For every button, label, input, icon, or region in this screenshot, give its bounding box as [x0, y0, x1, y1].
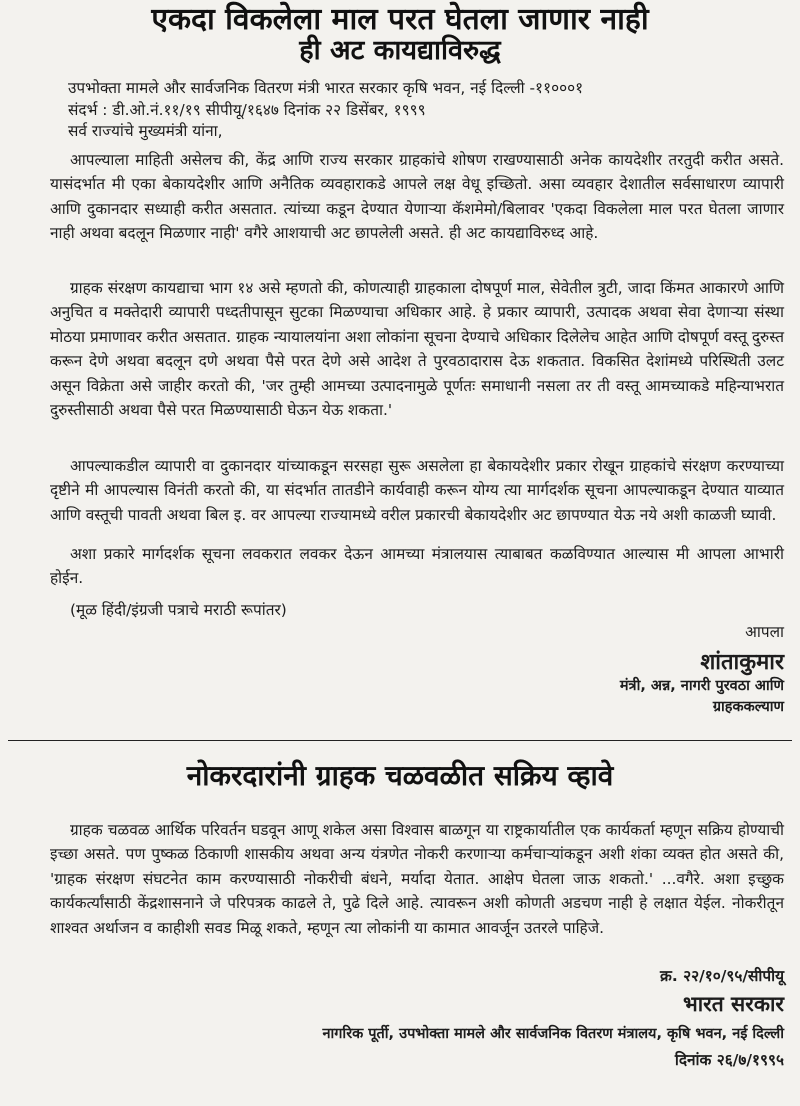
article2-paragraph: ग्राहक चळवळ आर्थिक परिवर्तन घडवून आणू शकेल असा विश्वास बाळगून या राष्ट्रकार्यातील एक कार्यकर्ता म्हणून सक्रिय होण्याची इच्छा असते. पण पुष्कळ ठिकाणी शासकीय अथवा अन्य यंत्रणेत नोकरी करणाऱ्या कर्मचाऱ्यांकडून अशी शंका व्यक्त होत असते की, 'ग्राहक संरक्षण संघटनेत काम करण्यासाठी नोकरीची बंधने, मर्यादा येतात. आक्षेप घेतला जाऊ शकतो.' ...वगैरे. अशा इच्छुक कार्यकर्त्यांसाठी केंद्रशासनाने जे परिपत्रक काढले ते, पुढे दिले आहे. त्यावरून अशी कोणती अडचण नाही हे लक्षात येईल. नोकरीतून शाश्वत अर्थाजन व काहीशी सवड मिळू शकते, म्हणून त्या लोकांनी या कामात आवर्जून उतरले पाहिजे. — [50, 821, 784, 937]
article1-title-line1: एकदा विकलेला माल परत घेतला जाणार नाही — [151, 2, 649, 37]
signatory-name: शांताकुमार — [700, 650, 784, 675]
designation-line2: ग्राहककल्याण — [712, 699, 784, 715]
section-divider — [8, 740, 792, 741]
salutation: सर्व राज्यांचे मुख्यमंत्री यांना, — [68, 122, 223, 140]
circular-ref-no: क्र. २२/१०/९५/सीपीयू — [660, 967, 784, 985]
article1-paragraph-1: आपल्याला माहिती असेलच की, केंद्र आणि राज्य सरकार ग्राहकांचे शोषण राखण्यासाठी अनेक कायदेशीर तरतुदी करीत असते. यासंदर्भात मी एका बेकायदेशीर आणि अनैतिक व्यवहाराकडे आपले लक्ष वेधू इच्छितो. असा व्यवहार देशातील सर्वसाधारण व्यापारी आणि दुकानदार सध्याही करीत असतात. त्यांच्या कडून देण्यात येणाऱ्या कॅशमेमो/बिलावर 'एकदा विकलेला माल परत घेतला जाणार नाही अथवा बदलून मिळणार नाही' वगैरे आशयाची अट छापलेली असते. ही अट कायद्याविरुध्द आहे. — [50, 151, 784, 243]
closing: आपला — [745, 623, 784, 641]
article1-paragraph-4: अशा प्रकारे मार्गदर्शक सूचना लवकरात लवकर देऊन आमच्या मंत्रालयास त्याबाबत कळविण्यात आल्यास मी आपला आभारी होईन. — [50, 545, 784, 588]
letter-reference: संदर्भ : डी.ओ.नं.११/१९ सीपीयू/१६४७ दिनांक २२ डिसेंबर, १९९९ — [68, 101, 426, 119]
article1-paragraph-3: आपल्याकडील व्यापारी वा दुकानदार यांच्याकडून सरसहा सुरू असलेला हा बेकायदेशीर प्रकार रोखून ग्राहकांचे संरक्षण करण्याच्या दृष्टीने मी आपल्यास विनंती करतो की, या संदर्भात तातडीने कार्यवाही करून योग्य त्या मार्गदर्शक सूचना आपल्याकडून देण्यात याव्यात आणि वस्तूची पावती अथवा बिल इ. वर आपल्या राज्यामध्ये वरील प्रकारची बेकायदेशीर अट छापण्यात येऊ नये अशी काळजी घ्यावी. — [50, 457, 784, 524]
article2-title: नोकरदारांनी ग्राहक चळवळीत सक्रिय व्हावे — [186, 759, 614, 792]
designation-line1: मंत्री, अन्न, नागरी पुरवठा आणि — [619, 678, 784, 694]
circular-date: दिनांक २६/७/१९९५ — [674, 1051, 784, 1069]
article1-title-line2: ही अट कायद्याविरुद्ध — [299, 35, 501, 66]
sender-address: उपभोक्ता मामले और सार्वजनिक वितरण मंत्री भारत सरकार कृषि भवन, नई दिल्ली -११०००१ — [68, 79, 584, 97]
translation-note: (मूळ हिंदी/इंग्रजी पत्राचे मराठी रूपांतर) — [70, 601, 287, 619]
ministry-name: नागरिक पूर्ती, उपभोक्ता मामले और सार्वजनिक वितरण मंत्रालय, कृषि भवन, नई दिल्ली — [322, 1026, 784, 1042]
article1-paragraph-2: ग्राहक संरक्षण कायद्याचा भाग १४ असे म्हणतो की, कोणत्याही ग्राहकाला दोषपूर्ण माल, सेवेतील त्रुटी, जादा किंमत आकारणे आणि अनुचित व मक्तेदारी व्यापारी पध्दतीपासून सुटका मिळण्याचा अधिकार आहे. हे प्रकार व्यापारी, उत्पादक अथवा सेवा देणाऱ्या संस्था मोठया प्रमाणावर करीत असतात. ग्राहक न्यायालयांना अशा लोकांना सूचना देण्याचे अधिकार दिलेलेच आहेत आणि दोषपूर्ण वस्तू दुरुस्त करून देणे अथवा बदलून दणे अथवा पैसे परत देणे असे आदेश ते पुरवठादारास देऊ शकतात. विकसित देशांमध्ये परिस्थिती उलट असून विक्रेता असे जाहीर करतो की, 'जर तुम्ही आमच्या उत्पादनामुळे पूर्णतः समाधानी नसला तर ती वस्तू आमच्याकडे महिन्याभरात दुरुस्तीसाठी अथवा पैसे परत मिळण्यासाठी घेऊन येऊ शकता.' — [50, 279, 784, 420]
issuer: भारत सरकार — [682, 992, 784, 1016]
